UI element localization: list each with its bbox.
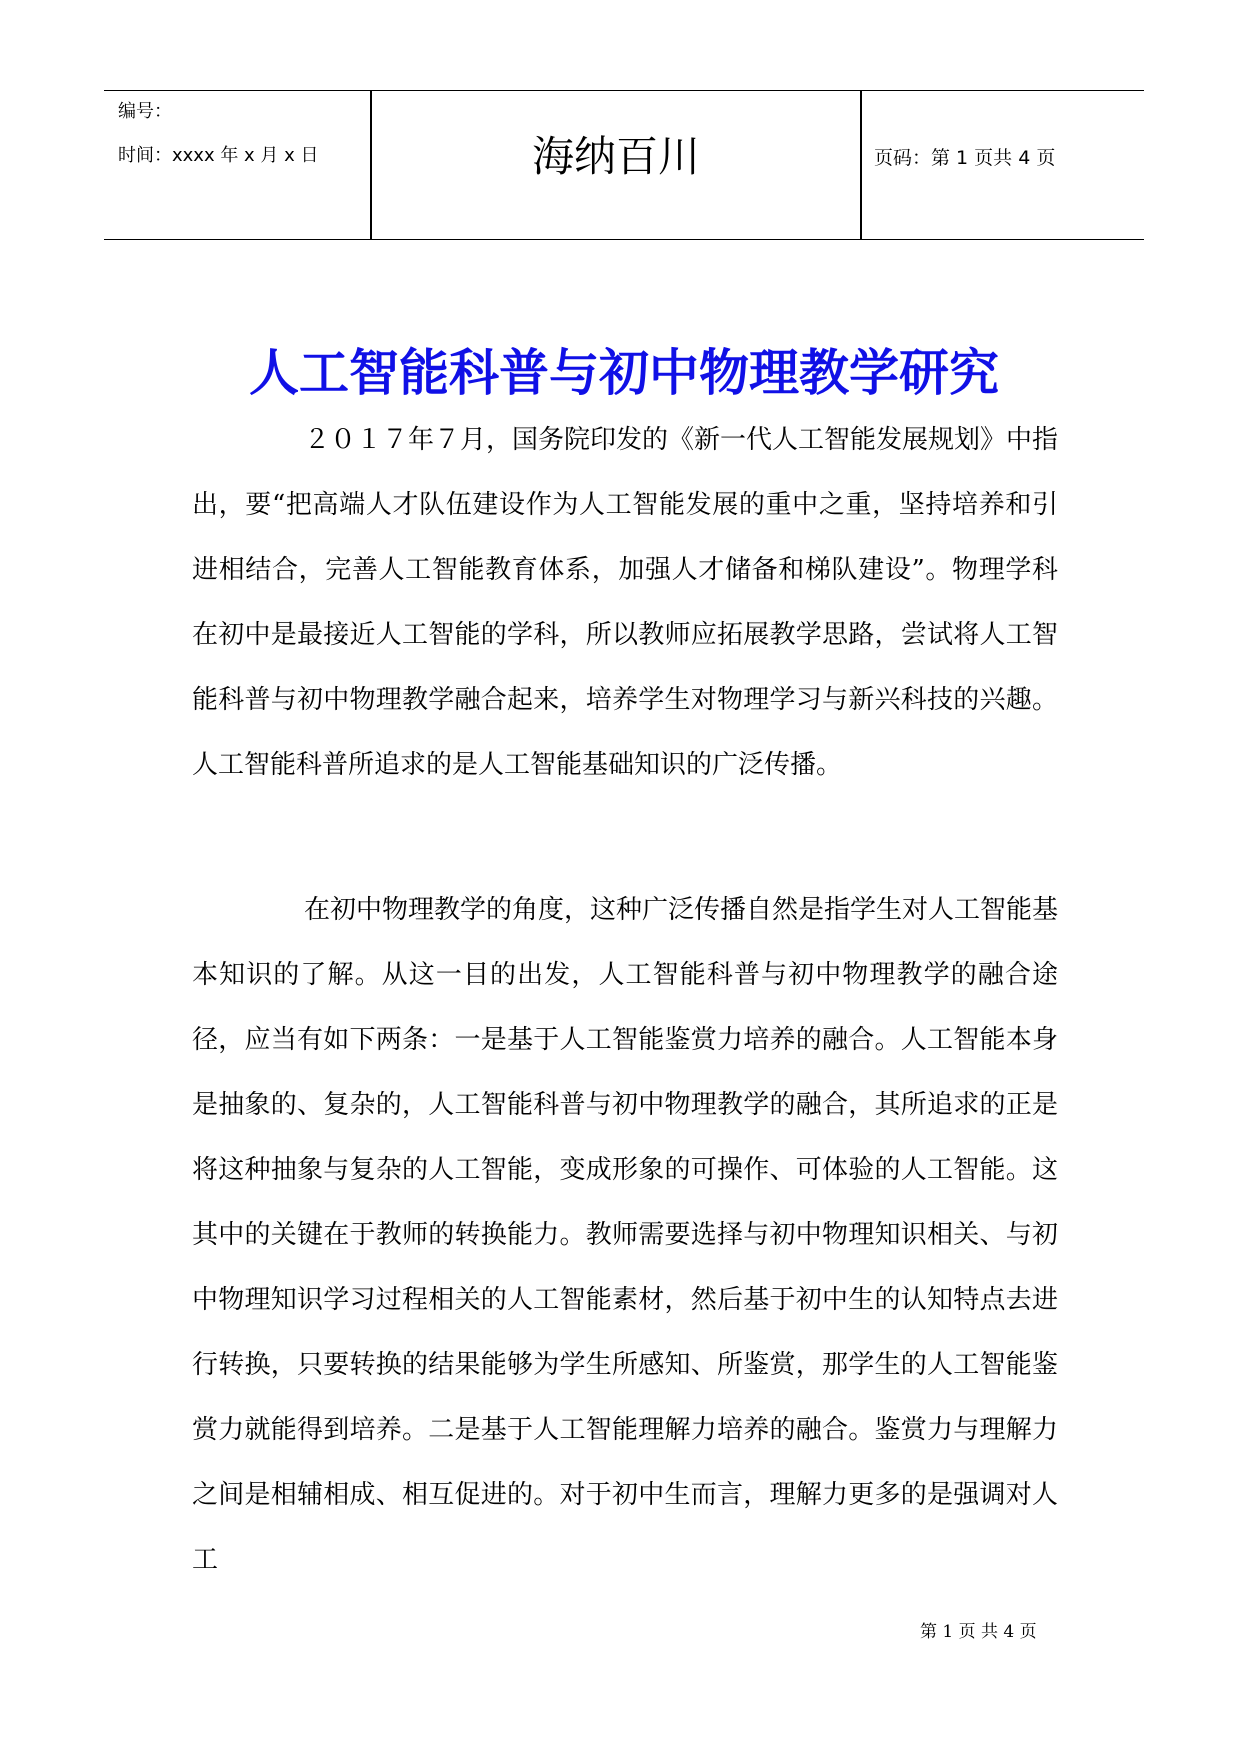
- header-number-label: 编号：: [118, 101, 172, 122]
- document-title: 人工智能科普与初中物理教学研究: [249, 342, 999, 402]
- paragraph-1: ２０１７年７月，国务院印发的《新一代人工智能发展规划》中指出，要“把高端人才队伍建设作为人工智能发展的重中之重，坚持培养和引进相结合，完善人工智能教育体系，加强人才储备和梯队建设”。物理学科在初中是最接近人工智能的学科，所以教师应拓展教学思路，尝试将人工智能科普与初中物理教学融合起来，培养学生对物理学习与新兴科技的兴趣。人工智能科普所追求的是人工智能基础知识的广泛传播。: [192, 425, 1059, 780]
- document-header: [104, 90, 1144, 240]
- header-divider-right: [860, 91, 862, 239]
- paragraph-2: 在初中物理教学的角度，这种广泛传播自然是指学生对人工智能基本知识的了解。从这一目的出发，人工智能科普与初中物理教学的融合途径，应当有如下两条：一是基于人工智能鉴赏力培养的融合。人工智能本身是抽象的、复杂的，人工智能科普与初中物理教学的融合，其所追求的正是将这种抽象与复杂的人工智能，变成形象的可操作、可体验的人工智能。这其中的关键在于教师的转换能力。教师需要选择与初中物理知识相关、与初中物理知识学习过程相关的人工智能素材，然后基于初中生的认知特点去进行转换，只要转换的结果能够为学生所感知、所鉴赏，那学生的人工智能鉴赏力就能得到培养。二是基于人工智能理解力培养的融合。鉴赏力与理解力之间是相辅相成、相互促进的。对于初中生而言，理解力更多的是强调对人工: [192, 895, 1059, 1575]
- footer-page-number: 第 1 页 共 4 页: [920, 1622, 1037, 1642]
- header-time-label: 时间：xxxx 年 x 月 x 日: [118, 145, 319, 166]
- header-brand: 海纳百川: [531, 132, 700, 181]
- header-page-label: 页码：第 1 页共 4 页: [874, 147, 1056, 169]
